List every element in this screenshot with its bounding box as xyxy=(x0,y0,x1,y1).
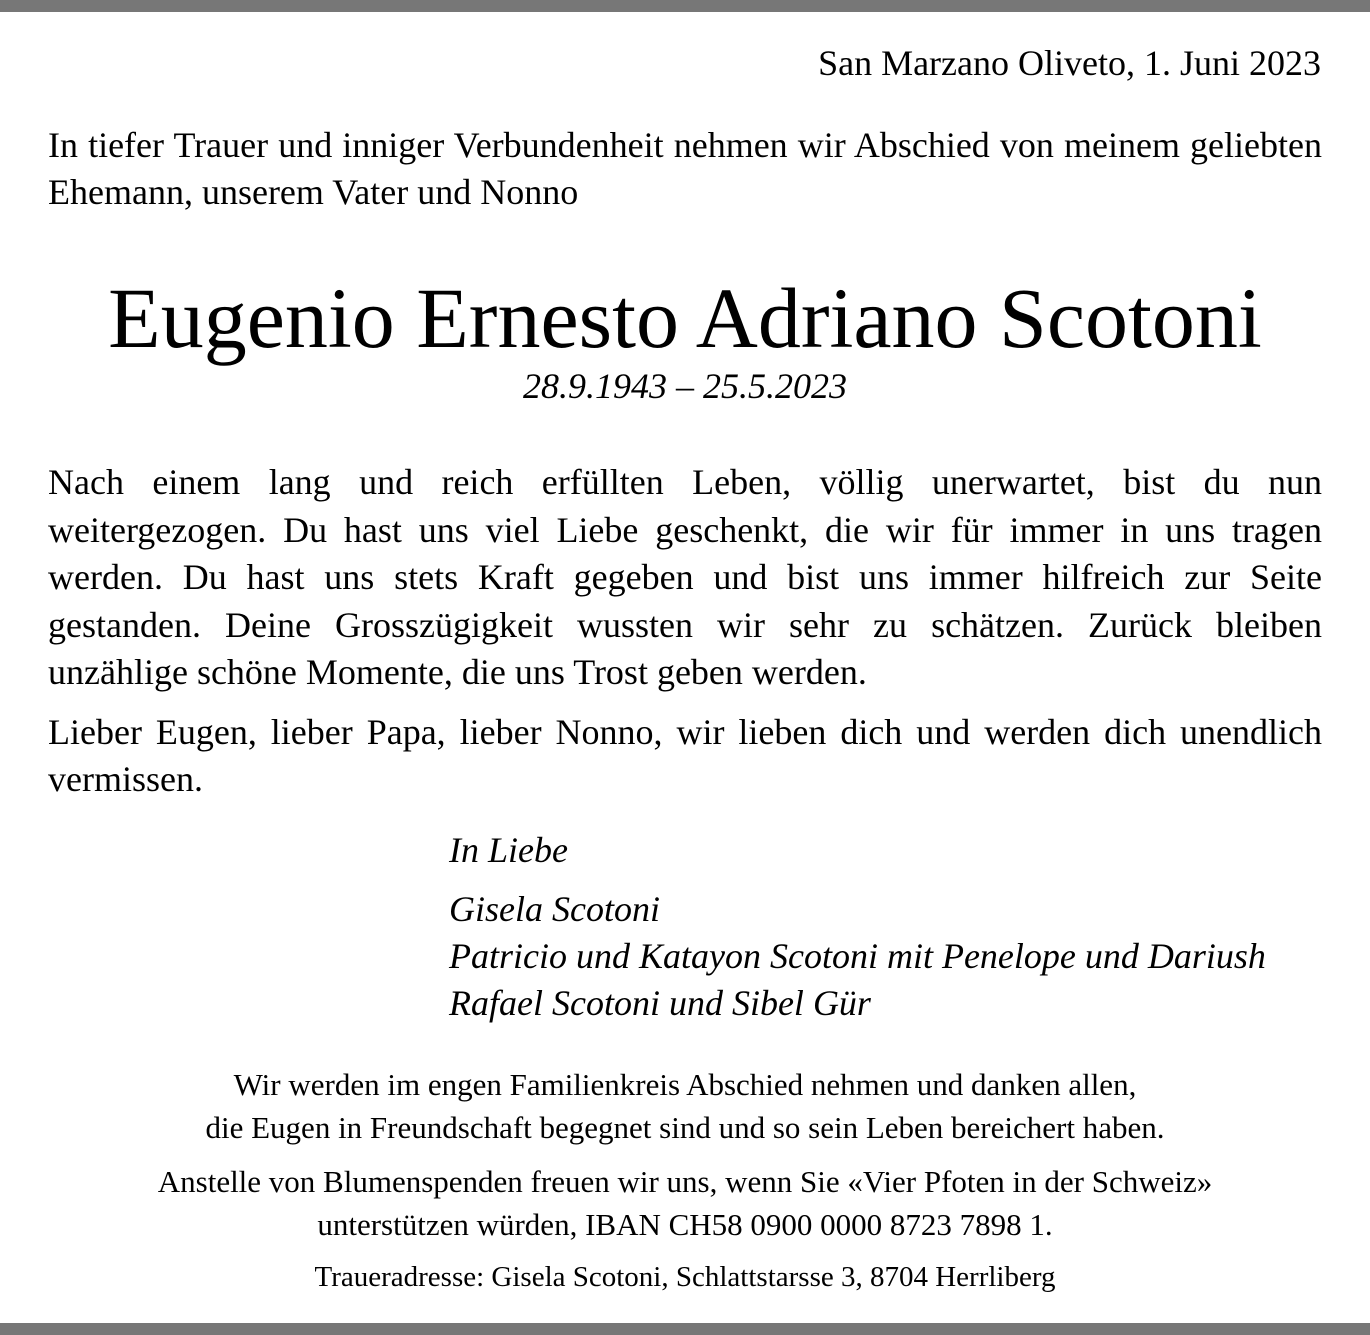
life-dates: 28.9.1943 – 25.5.2023 xyxy=(523,366,847,406)
top-border-bar xyxy=(0,0,1370,12)
closing-line: die Eugen in Freundschaft begegnet sind und so sein Leben bereichert haben. xyxy=(205,1110,1165,1145)
signature-intro: In Liebe xyxy=(449,830,568,870)
place-date: San Marzano Oliveto, 1. Juni 2023 xyxy=(818,43,1321,83)
paragraph-line: weitergezogen. Du hast uns viel Liebe geschenkt, die wir für immer in uns tragen xyxy=(48,509,1322,550)
intro-line: In tiefer Trauer und inniger Verbundenheit nehmen wir Abschied von meinem xyxy=(48,125,1180,165)
closing-line: Wir werden im engen Familienkreis Abschied nehmen und danken allen, xyxy=(233,1067,1137,1102)
signature-name: Gisela Scotoni xyxy=(449,889,660,929)
intro-line: geliebten Ehemann, unserem Vater und Nonno xyxy=(48,125,1322,212)
signature-name: Rafael Scotoni und Sibel Gür xyxy=(449,983,871,1023)
paragraph-line: gestanden. Deine Grosszügigkeit wussten wir sehr zu schätzen. Zurück bleiben xyxy=(48,604,1322,645)
paragraph-line: werden. Du hast uns stets Kraft gegeben und bist uns immer hilfreich zur Seite xyxy=(48,557,1322,597)
signature-name: Patricio und Katayon Scotoni mit Penelope und Dariush xyxy=(449,936,1266,976)
farewell-paragraph xyxy=(48,709,1322,803)
closing-farewell xyxy=(0,1063,1370,1149)
donation-line: Anstelle von Blumenspenden freuen wir uns, wenn Sie «Vier Pfoten in der Schweiz» xyxy=(157,1164,1213,1199)
tribute-paragraph xyxy=(48,459,1322,697)
donation-line: unterstützen würden, IBAN CH58 0900 0000 8723 7898 1. xyxy=(317,1207,1053,1242)
donation-note xyxy=(0,1160,1370,1246)
paragraph-line: vermissen. xyxy=(48,759,203,799)
deceased-name: Eugenio Ernesto Adriano Scotoni xyxy=(108,270,1262,366)
intro-text xyxy=(48,122,1322,216)
mourning-address: Traueradresse: Gisela Scotoni, Schlattstarsse 3, 8704 Herrliberg xyxy=(314,1261,1056,1293)
signature-names xyxy=(449,886,1266,1027)
paragraph-line: Nach einem lang und reich erfüllten Leben, völlig unerwartet, bist du nun xyxy=(48,462,1322,502)
paragraph-line: unzählige schöne Momente, die uns Trost geben werden. xyxy=(48,652,867,692)
bottom-border-bar xyxy=(0,1323,1370,1335)
paragraph-line: Lieber Eugen, lieber Papa, lieber Nonno, wir lieben dich und werden dich unendlich xyxy=(48,712,1322,752)
